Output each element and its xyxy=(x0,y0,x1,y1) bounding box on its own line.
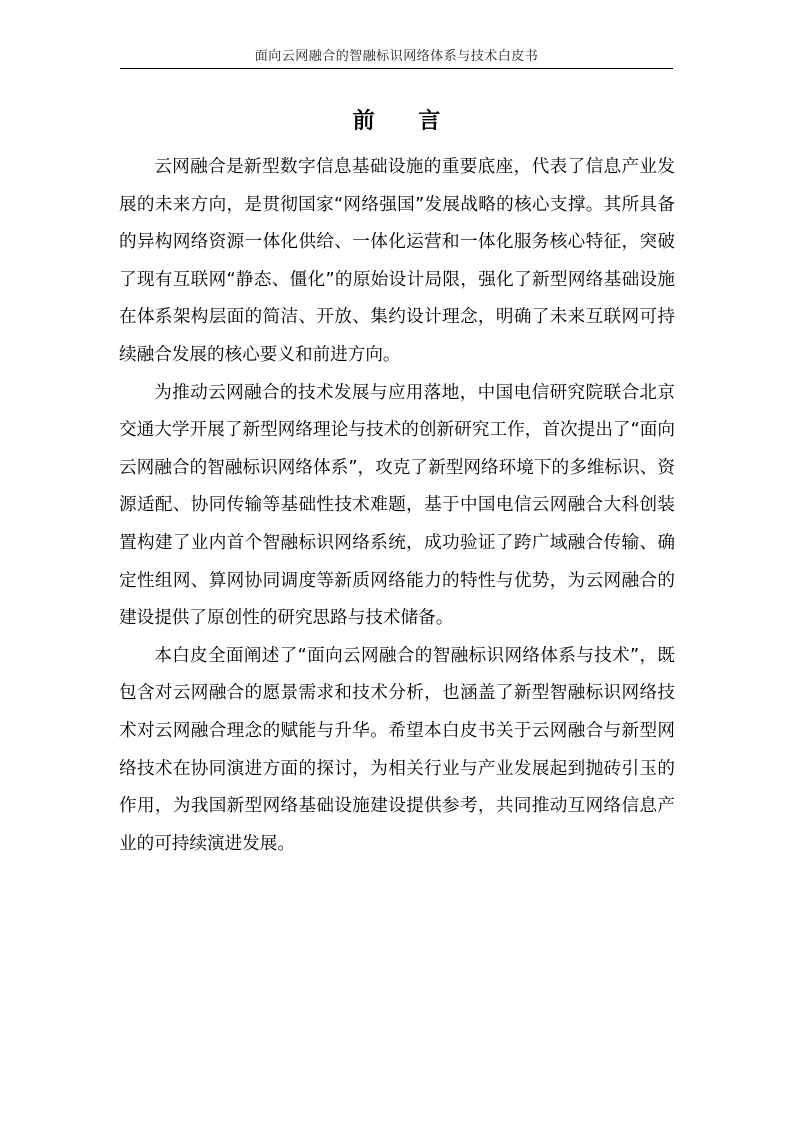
running-header: 面向云网融合的智融标识网络体系与技术白皮书 xyxy=(254,49,539,64)
header-rule xyxy=(120,68,673,69)
section-body xyxy=(119,149,675,863)
paragraph: 本白皮全面阐述了“面向云网融合的智融标识网络体系与技术”，既包含对云网融合的愿景需求和技术分析，也涵盖了新型智融标识网络技术对云网融合理念的赋能与升华。希望本白皮书关于云网融合与新型网络技术在协同演进方面的探讨，为相关行业与产业发展起到抛砖引玉的作用，为我国新型网络基础设施建设提供参考，共同推动互网络信息产业的可持续演进发展。 xyxy=(119,645,675,854)
section-title: 前 言 xyxy=(352,109,459,134)
paragraph: 云网融合是新型数字信息基础设施的重要底座，代表了信息产业发展的未来方向，是贯彻国家“网络强国”发展战略的核心支撑。其所具备的异构网络资源一体化供给、一体化运营和一体化服务核心特征，突破了现有互联网“静态、僵化”的原始设计局限，强化了新型网络基础设施在体系架构层面的简洁、开放、集约设计理念，明确了未来互联网可持续融合发展的核心要义和前进方向。 xyxy=(119,157,675,365)
paragraph: 为推动云网融合的技术发展与应用落地，中国电信研究院联合北京交通大学开展了新型网络理论与技术的创新研究工作，首次提出了“面向云网融合的智融标识网络体系”，攻克了新型网络环境下的多维标识、资源适配、协同传输等基础性技术难题，基于中国电信云网融合大科创装置构建了业内首个智融标识网络系统，成功验证了跨广域融合传输、确定性组网、算网协同调度等新质网络能力的特性与优势，为云网融合的建设提供了原创性的研究思路与技术储备。 xyxy=(119,382,675,629)
